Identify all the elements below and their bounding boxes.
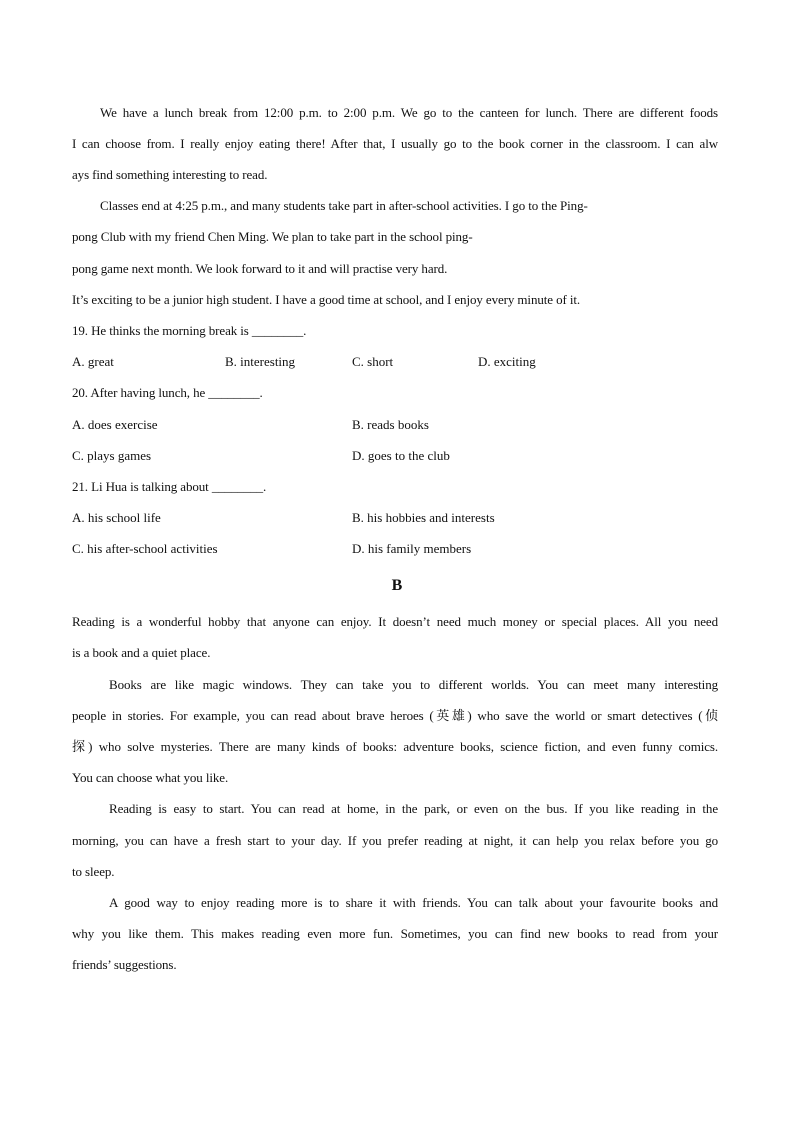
passage-b-line: Reading is a wonderful hobby that anyone can enjoy. It doesn’t need much money or special places. All you need bbox=[72, 614, 718, 629]
q20-option-d[interactable]: D. goes to the club bbox=[352, 448, 450, 463]
passage-b-line: Reading is easy to start. You can read at home, in the park, or even on the bus. If you like reading in the bbox=[109, 801, 718, 816]
q21-option-c[interactable]: C. his after-school activities bbox=[72, 541, 218, 556]
passage-b-line: people in stories. For example, you can read about brave heroes (英雄) who save the world or smart detectives (侦 bbox=[72, 708, 718, 723]
q19-option-d[interactable]: D. exciting bbox=[478, 354, 536, 369]
passage-b-line: morning, you can have a fresh start to your day. If you prefer reading at night, it can help you relax before you go bbox=[72, 833, 718, 848]
passage-b-line: why you like them. This makes reading even more fun. Sometimes, you can find new books to read from your bbox=[72, 926, 718, 941]
passage-a-line: We have a lunch break from 12:00 p.m. to 2:00 p.m. We go to the canteen for lunch. There are different foods bbox=[100, 105, 718, 120]
passage-b-line: is a book and a quiet place. bbox=[72, 645, 211, 660]
passage-b-line: friends’ suggestions. bbox=[72, 957, 177, 972]
passage-a-line: I can choose from. I really enjoy eating there! After that, I usually go to the book corner in the classroom. I can alw bbox=[72, 136, 718, 151]
q19-option-a[interactable]: A. great bbox=[72, 354, 114, 369]
q21-option-a[interactable]: A. his school life bbox=[72, 510, 161, 525]
passage-b-line: to sleep. bbox=[72, 864, 115, 879]
passage-b-line: Books are like magic windows. They can take you to different worlds. You can meet many interesting bbox=[109, 677, 718, 692]
q20-option-b[interactable]: B. reads books bbox=[352, 417, 429, 432]
q19-option-b[interactable]: B. interesting bbox=[225, 354, 296, 369]
question-20-stem: 20. After having lunch, he ________. bbox=[72, 385, 263, 400]
question-21-stem: 21. Li Hua is talking about ________. bbox=[72, 479, 267, 494]
passage-a-line: pong game next month. We look forward to it and will practise very hard. bbox=[72, 261, 448, 276]
passage-b-line: You can choose what you like. bbox=[72, 770, 229, 785]
passage-a-line: It’s exciting to be a junior high student. I have a good time at school, and I enjoy every minute of it. bbox=[72, 292, 581, 307]
passage-a-line: Classes end at 4:25 p.m., and many students take part in after-school activities. I go to the Ping- bbox=[100, 198, 588, 213]
q21-option-d[interactable]: D. his family members bbox=[352, 541, 472, 556]
section-b-title: B bbox=[391, 577, 403, 594]
passage-a-line: ays find something interesting to read. bbox=[72, 167, 268, 182]
question-19-stem: 19. He thinks the morning break is ________. bbox=[72, 323, 307, 338]
passage-b-line: A good way to enjoy reading more is to share it with friends. You can talk about your favourite books and bbox=[109, 895, 718, 910]
q19-option-c[interactable]: C. short bbox=[352, 354, 394, 369]
passage-b-line: 探) who solve mysteries. There are many kinds of books: adventure books, science fiction, and even funny comics. bbox=[72, 739, 718, 754]
q20-option-a[interactable]: A. does exercise bbox=[72, 417, 158, 432]
q21-option-b[interactable]: B. his hobbies and interests bbox=[352, 510, 495, 525]
passage-a-line: pong Club with my friend Chen Ming. We plan to take part in the school ping- bbox=[72, 229, 473, 244]
q20-option-c[interactable]: C. plays games bbox=[72, 448, 152, 463]
